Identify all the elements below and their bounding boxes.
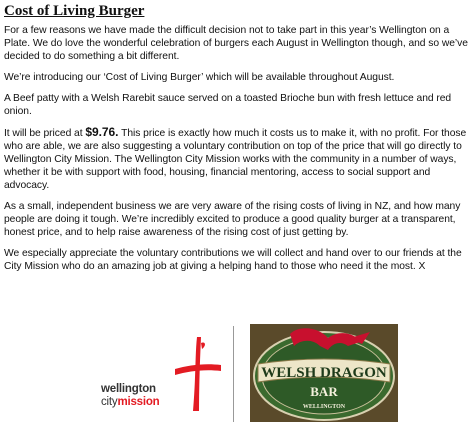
paragraph-burger-description: A Beef patty with a Welsh Rarebit sauce served on a toasted Brioche bun with fresh lettuce and red onion. — [4, 93, 452, 117]
welsh-dragon-line1: WELSH DRAGON — [261, 365, 387, 381]
document-title: Cost of Living Burger — [4, 3, 145, 19]
paragraph-price — [4, 126, 470, 192]
price-details: This price is exactly how much it costs us to make it, with no profit. For those who are able, we are also suggesting a voluntary contribution on top of the price that will go directly to Wellington City Mission. The Wellington City Mission works with the community in a number of ways, whether it be with support with food, housing, financial mentoring, access to social support and advocacy. — [4, 128, 467, 191]
welsh-dragon-line2: BAR — [310, 384, 338, 399]
city-mission-line1: wellington — [101, 383, 156, 395]
price-prefix: It will be priced at — [4, 128, 86, 139]
wellington-city-mission-logo — [101, 335, 221, 415]
paragraph-intro: For a few reasons we have made the difficult decision not to take part in this year’s Wellington on a Plate. We do love the wonderful celebration of burgers each August in Wellington though, and so we’ve decided to do something a bit different. — [4, 25, 468, 62]
paragraph-introducing: We’re introducing our ‘Cost of Living Burger’ which will be available throughout August. — [4, 72, 395, 83]
welsh-dragon-bar-logo — [250, 324, 398, 422]
price-value: $9.76. — [85, 125, 119, 139]
logo-divider — [233, 326, 234, 422]
red-cross-icon — [171, 335, 223, 413]
paragraph-small-business: As a small, independent business we are very aware of the rising costs of living in NZ, and how many people are doing it tough. We’re incredibly excited to produce a good quality burger at a transparent, honest price, and to help raise awareness of the rising cost of just getting by. — [4, 201, 461, 238]
city-mission-wordmark — [101, 383, 160, 409]
city-mission-city: city — [101, 396, 118, 408]
paragraph-thanks: We especially appreciate the voluntary contributions we will collect and hand over to our friends at the City Mission who do an amazing job at giving a helping hand to those who need it the most. X — [4, 248, 462, 272]
logo-strip — [0, 322, 474, 425]
document — [4, 3, 470, 279]
city-mission-mission: mission — [117, 396, 160, 408]
welsh-dragon-line3: WELLINGTON — [302, 404, 346, 410]
